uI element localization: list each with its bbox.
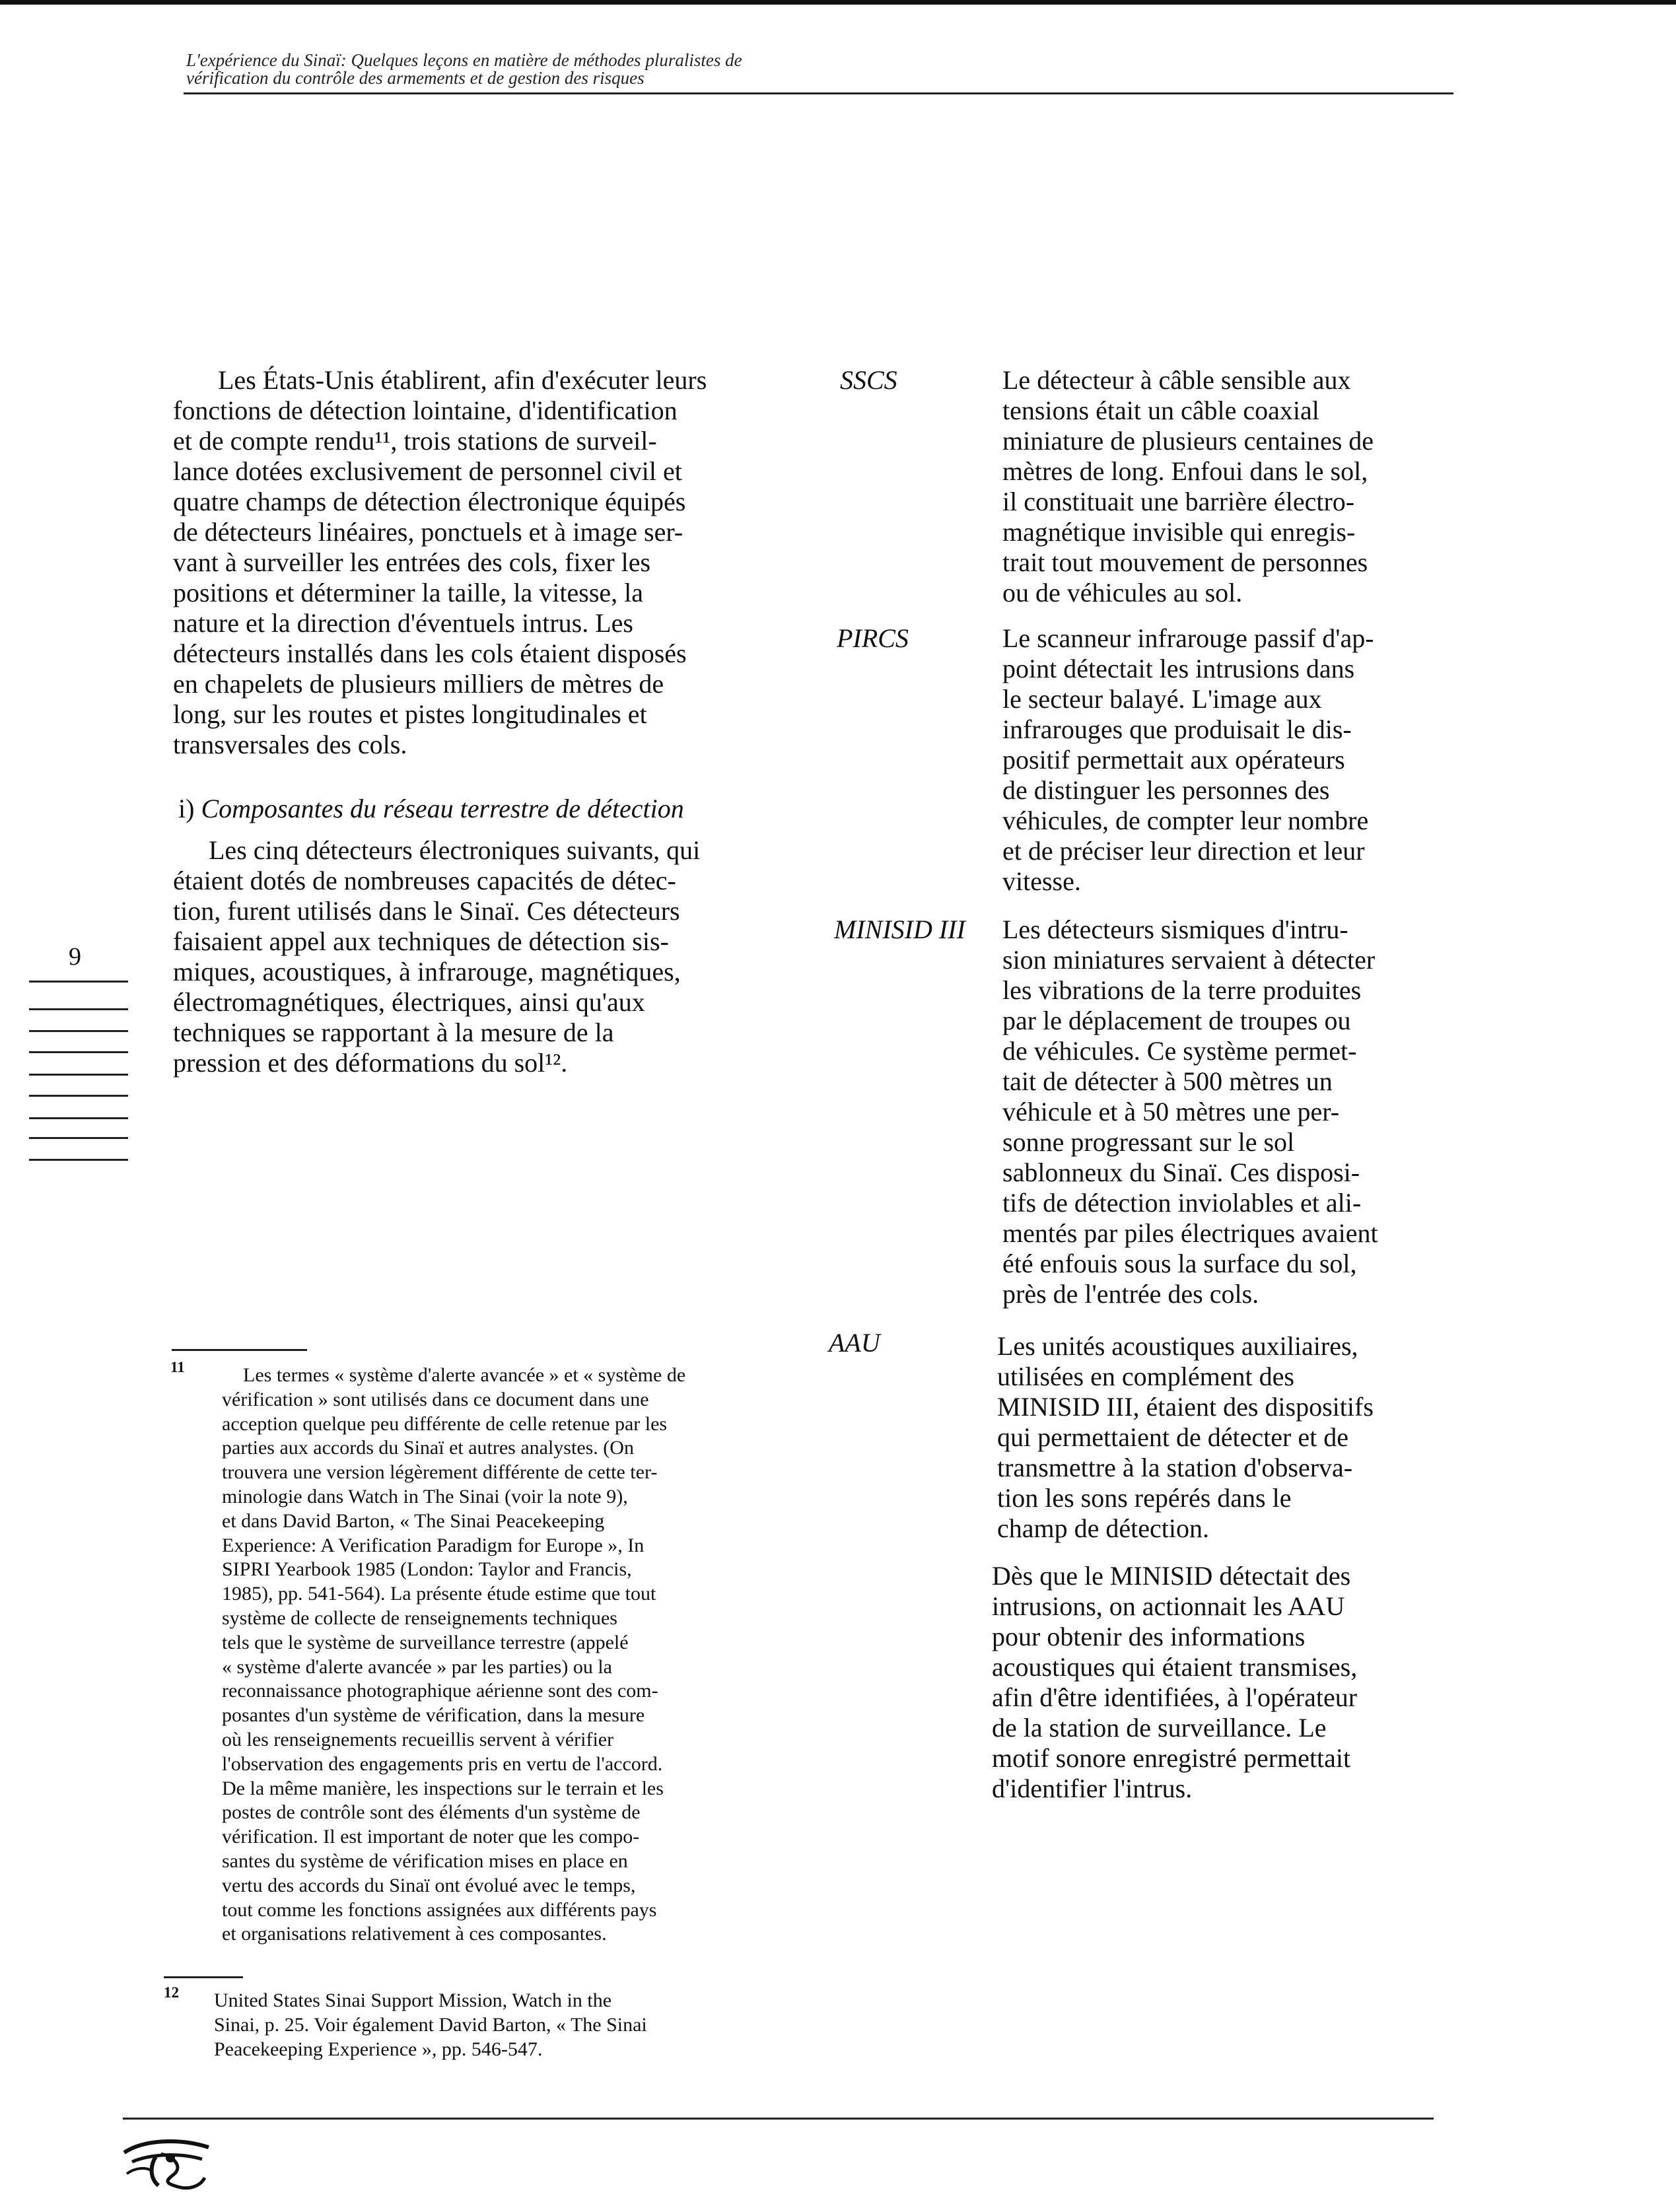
term-aau: AAU bbox=[829, 1328, 880, 1358]
text-line: Le scanneur infrarouge passif d'ap- bbox=[1002, 623, 1374, 653]
text-line: étaient dotés de nombreuses capacités de détec- bbox=[173, 866, 676, 895]
footnote-rule bbox=[172, 1349, 307, 1351]
text-line: long, sur les routes et pistes longitudinales et bbox=[173, 699, 647, 729]
footnote-line: minologie dans Watch in The Sinai (voir la note 9), bbox=[222, 1485, 628, 1507]
text-line: mètres de long. Enfoui dans le sol, bbox=[1002, 456, 1368, 486]
header-rule bbox=[184, 92, 1453, 94]
footnote-line: système de collecte de renseignements techniques bbox=[222, 1607, 617, 1629]
eye-of-horus-icon bbox=[118, 2127, 217, 2194]
footnote-line: United States Sinai Support Mission, Watch in the bbox=[214, 1989, 612, 2011]
section-subheading bbox=[178, 794, 684, 824]
text-line: vant à surveiller les entrées des cols, fixer les bbox=[173, 547, 651, 577]
text-line: de détecteurs linéaires, ponctuels et à image ser- bbox=[173, 517, 683, 547]
footnote-line: tout comme les fonctions assignées aux différents pays bbox=[222, 1898, 657, 1921]
footnote-line: Experience: A Verification Paradigm for Europe », In bbox=[222, 1534, 645, 1556]
running-header bbox=[186, 52, 1441, 87]
text-line: Les détecteurs sismiques d'intru- bbox=[1002, 915, 1348, 944]
text-line: vitesse. bbox=[1002, 866, 1081, 896]
footnote-12 bbox=[214, 1989, 808, 2061]
text-line: positions et déterminer la taille, la vitesse, la bbox=[173, 578, 644, 607]
text-line: positif permettait aux opérateurs bbox=[1002, 745, 1345, 775]
footnote-line: et organisations relativement à ces composantes. bbox=[222, 1923, 607, 1945]
footnote-line: santes du système de vérification mises en place en bbox=[222, 1849, 628, 1872]
text-line: Les unités acoustiques auxiliaires, bbox=[997, 1331, 1358, 1361]
margin-rule bbox=[29, 1137, 128, 1139]
footnote-line: reconnaissance photographique aérienne sont des com- bbox=[222, 1680, 658, 1702]
footnote-line: vertu des accords du Sinaï ont évolué avec le temps, bbox=[222, 1874, 636, 1896]
definition-aau bbox=[997, 1331, 1446, 1544]
text-line: techniques se rapportant à la mesure de la bbox=[173, 1018, 614, 1047]
text-line: MINISID III, étaient des dispositifs bbox=[997, 1392, 1374, 1422]
footnote-line: posantes d'un système de vérification, dans la mesure bbox=[222, 1704, 645, 1727]
subheading-title: Composantes du réseau terrestre de détection bbox=[201, 794, 684, 823]
footnote-line: où les renseignements recueillis servent à vérifier bbox=[222, 1728, 614, 1750]
margin-rule bbox=[29, 1051, 128, 1053]
margin-rule bbox=[29, 1159, 128, 1161]
text-line: nature et la direction d'éventuels intrus. Les bbox=[173, 608, 633, 638]
subheading-number: i) bbox=[178, 794, 201, 823]
footnote-line: SIPRI Yearbook 1985 (London: Taylor and Francis, bbox=[222, 1558, 632, 1581]
footer-rule bbox=[123, 2118, 1434, 2120]
footnote-line: Sinai, p. 25. Voir également David Barton, « The Sinai bbox=[214, 2013, 647, 2036]
running-header-line: vérification du contrôle des armements et de gestion des risques bbox=[186, 68, 645, 88]
text-line: utilisées en complément des bbox=[997, 1362, 1294, 1391]
term-sscs: SSCS bbox=[840, 365, 897, 395]
text-line: miques, acoustiques, à infrarouge, magnétiques, bbox=[173, 957, 681, 986]
text-line: été enfouis sous la surface du sol, bbox=[1002, 1249, 1357, 1278]
text-line: intrusions, on actionnait les AAU bbox=[992, 1591, 1345, 1621]
intro-paragraph bbox=[173, 365, 787, 760]
components-paragraph bbox=[173, 835, 787, 1078]
text-line: sion miniatures servaient à détecter bbox=[1002, 945, 1376, 975]
margin-rule bbox=[29, 1095, 128, 1097]
text-line: il constituait une barrière électro- bbox=[1002, 487, 1355, 516]
text-line: de véhicules. Ce système permet- bbox=[1002, 1036, 1357, 1066]
footnote-line: 1985), pp. 541-564). La présente étude estime que tout bbox=[222, 1583, 656, 1605]
text-line: point détectait les intrusions dans bbox=[1002, 654, 1355, 683]
text-line: lance dotées exclusivement de personnel civil et bbox=[173, 456, 682, 486]
text-line: sonne progressant sur le sol bbox=[1002, 1127, 1295, 1157]
footnote-line: Les termes « système d'alerte avancée » et « système de bbox=[243, 1364, 686, 1386]
text-line: de distinguer les personnes des bbox=[1002, 775, 1330, 805]
text-line: transversales des cols. bbox=[173, 730, 407, 759]
text-line: champ de détection. bbox=[997, 1513, 1209, 1543]
text-line: et de préciser leur direction et leur bbox=[1002, 836, 1365, 866]
footnote-line: « système d'alerte avancée » par les parties) ou la bbox=[222, 1655, 612, 1678]
text-line: tifs de détection inviolables et ali- bbox=[1002, 1188, 1362, 1218]
footnote-line: Peacekeeping Experience », pp. 546-547. bbox=[214, 2038, 543, 2060]
text-line: infrarouges que produisait le dis- bbox=[1002, 714, 1352, 744]
text-line: quatre champs de détection électronique équipés bbox=[173, 487, 686, 516]
text-line: tion les sons repérés dans le bbox=[997, 1483, 1292, 1513]
text-line: trait tout mouvement de personnes bbox=[1002, 547, 1368, 577]
text-line: afin d'être identifiées, à l'opérateur bbox=[992, 1682, 1358, 1712]
footnote-number: 11 bbox=[170, 1359, 185, 1375]
text-line: pression et des déformations du sol¹². bbox=[173, 1048, 568, 1078]
footnote-line: acception quelque peu différente de celle retenue par les bbox=[222, 1412, 668, 1435]
margin-page-number: 9 bbox=[69, 943, 81, 971]
margin-rule bbox=[29, 981, 128, 983]
text-line: miniature de plusieurs centaines de bbox=[1002, 426, 1374, 456]
definition-minisid-iii bbox=[1002, 915, 1451, 1309]
text-line: acoustiques qui étaient transmises, bbox=[992, 1652, 1358, 1682]
text-line: tion, furent utilisés dans le Sinaï. Ces détecteurs bbox=[173, 896, 680, 926]
text-line: ou de véhicules au sol. bbox=[1002, 578, 1243, 607]
text-line: sablonneux du Sinaï. Ces disposi- bbox=[1002, 1158, 1360, 1187]
footnote-line: et dans David Barton, « The Sinai Peacekeeping bbox=[222, 1509, 605, 1532]
text-line: de la station de surveillance. Le bbox=[992, 1713, 1327, 1743]
footnote-rule bbox=[164, 1976, 243, 1978]
text-line: et de compte rendu¹¹, trois stations de surveil- bbox=[173, 426, 657, 456]
text-line: véhicules, de compter leur nombre bbox=[1002, 806, 1369, 835]
text-line: Les États-Unis établirent, afin d'exécuter leurs bbox=[218, 365, 707, 395]
text-line: faisaient appel aux techniques de détection sis- bbox=[173, 926, 669, 956]
text-line: mentés par piles électriques avaient bbox=[1002, 1218, 1378, 1248]
footnote-11 bbox=[222, 1364, 816, 1947]
footnote-line: parties aux accords du Sinaï et autres analystes. (On bbox=[222, 1437, 634, 1459]
text-line: fonctions de détection lointaine, d'identification bbox=[173, 396, 678, 425]
text-line: en chapelets de plusieurs milliers de mètres de bbox=[173, 669, 664, 699]
footnote-line: vérification. Il est important de noter que les compo- bbox=[222, 1826, 640, 1848]
text-line: d'identifier l'intrus. bbox=[992, 1774, 1193, 1803]
text-line: près de l'entrée des cols. bbox=[1002, 1279, 1259, 1309]
text-line: véhicule et à 50 mètres une per- bbox=[1002, 1097, 1340, 1126]
top-border-line bbox=[0, 0, 1676, 5]
text-line: les vibrations de la terre produites bbox=[1002, 975, 1362, 1005]
text-line: pour obtenir des informations bbox=[992, 1622, 1306, 1651]
text-line: motif sonore enregistré permettait bbox=[992, 1743, 1351, 1773]
footnote-number: 12 bbox=[164, 1984, 179, 2001]
footnote-line: trouvera une version légèrement différente de cette ter- bbox=[222, 1461, 658, 1484]
term-minisid-iii: MINISID III bbox=[834, 915, 965, 944]
margin-rule bbox=[29, 1074, 128, 1076]
text-line: électromagnétiques, électriques, ainsi qu'aux bbox=[173, 987, 645, 1017]
footnote-line: postes de contrôle sont des éléments d'un système de bbox=[222, 1801, 641, 1824]
text-line: magnétique invisible qui enregis- bbox=[1002, 517, 1356, 547]
footnote-line: l'observation des engagements pris en vertu de l'accord. bbox=[222, 1752, 663, 1775]
aau-followup-paragraph bbox=[992, 1561, 1441, 1804]
text-line: tensions était un câble coaxial bbox=[1002, 396, 1319, 425]
text-line: Les cinq détecteurs électroniques suivants, qui bbox=[209, 835, 701, 865]
text-line: qui permettaient de détecter et de bbox=[997, 1422, 1348, 1452]
margin-rule bbox=[29, 1030, 128, 1032]
text-line: transmettre à la station d'observa- bbox=[997, 1453, 1353, 1482]
running-header-line: L'expérience du Sinaï: Quelques leçons en matière de méthodes pluralistes de bbox=[186, 50, 742, 70]
footnote-line: tels que le système de surveillance terrestre (appelé bbox=[222, 1631, 629, 1653]
text-line: le secteur balayé. L'image aux bbox=[1002, 684, 1322, 714]
term-pircs: PIRCS bbox=[837, 623, 909, 653]
margin-rule bbox=[29, 1008, 128, 1010]
text-line: Le détecteur à câble sensible aux bbox=[1002, 365, 1351, 395]
definition-pircs bbox=[1002, 623, 1451, 897]
text-line: par le déplacement de troupes ou bbox=[1002, 1006, 1351, 1035]
text-line: Dès que le MINISID détectait des bbox=[992, 1561, 1351, 1591]
footnote-line: vérification » sont utilisés dans ce document dans une bbox=[222, 1388, 649, 1410]
text-line: détecteurs installés dans les cols étaient disposés bbox=[173, 639, 687, 668]
margin-rule bbox=[29, 1117, 128, 1119]
footnote-line: De la même manière, les inspections sur le terrain et les bbox=[222, 1777, 664, 1799]
definition-sscs bbox=[1002, 365, 1451, 608]
text-line: tait de détecter à 500 mètres un bbox=[1002, 1066, 1333, 1096]
